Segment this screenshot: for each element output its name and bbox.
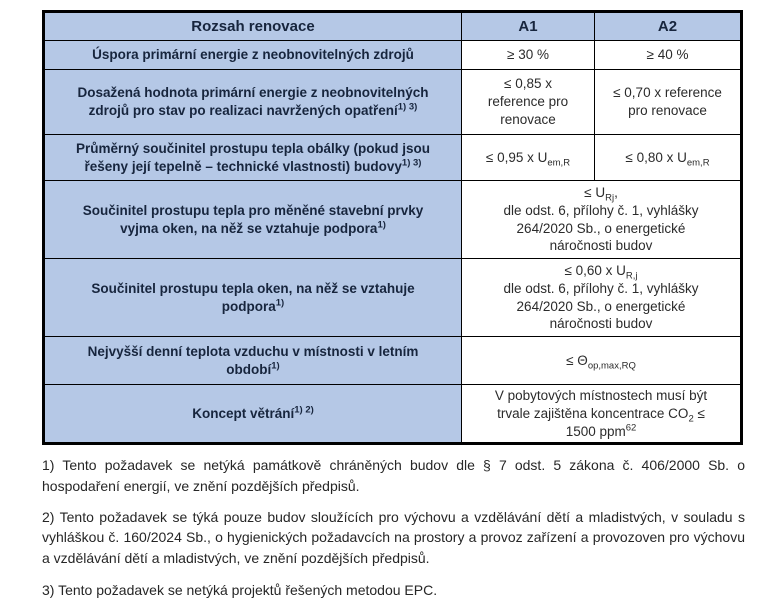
row-label — [44, 41, 462, 70]
footnote-ref: 1) — [271, 360, 280, 371]
formula-text: ≤ Θ — [566, 352, 588, 368]
footnote-ref: 1) 3) — [401, 157, 422, 168]
footnote-3: 3) Tento požadavek se netýká projektů řešených metodou EPC. — [42, 581, 438, 598]
formula-subscript: Rj — [605, 192, 615, 204]
row-label-text: Nejvyšší denní teplota vzduchu v místnosti v letním období — [87, 343, 419, 377]
row-label-text: Průměrný součinitel prostupu tepla obálky (pokud jsou řešeny její tepelně – technické vlastnosti) budovy — [75, 140, 431, 174]
table-header-row — [44, 12, 742, 41]
row-label-text: Součinitel prostupu tepla pro měněné stavební prvky vyjma oken, na něž se vztahuje podpora — [82, 202, 424, 236]
value-line: náročnosti budov — [549, 316, 653, 332]
row-label — [44, 135, 462, 181]
header-rozsah-renovace: Rozsah renovace — [44, 12, 462, 41]
merged-value-cell — [462, 181, 742, 259]
merged-value-cell — [462, 337, 742, 385]
row-label — [44, 181, 462, 259]
table-row-prumerny-soucinitel — [44, 135, 742, 181]
value-line: dle odst. 6, přílohy č. 1, vyhlášky — [503, 280, 699, 296]
footnote-ref: 1) 3) — [397, 101, 418, 113]
table-row-koncept-vetrani — [44, 385, 742, 444]
formula-subscript: em,R — [686, 157, 710, 169]
table-row-nejvyssi-teplota — [44, 337, 742, 385]
merged-value-cell — [462, 385, 742, 444]
value-text: 1500 ppm — [565, 423, 626, 439]
header-a1: A1 — [462, 12, 595, 41]
row-label-text: Součinitel prostupu tepla oken, na něž se vztahuje podpora — [91, 280, 415, 314]
footnote-ref: 1) — [377, 219, 386, 230]
value-a1: ≤ 0,85 x reference pro renovace — [462, 70, 595, 135]
formula-text: ≤ 0,80 x U — [625, 149, 687, 165]
header-a2: A2 — [595, 12, 742, 41]
row-label — [44, 70, 462, 135]
formula-text: ≤ 0,60 x U — [564, 262, 626, 278]
value-line — [474, 405, 728, 423]
value-line: 264/2020 Sb., o energetické — [516, 220, 686, 236]
row-label-text: Koncept větrání — [192, 405, 295, 421]
formula-text: ≤ 0,95 x U — [485, 149, 548, 165]
row-label — [44, 259, 462, 337]
reference-superscript: 62 — [625, 422, 637, 434]
footnote-2: 2) Tento požadavek se týká pouze budov sloužících pro výchovu a vzdělávání dětí a mladistvých, v souladu s vyhláškou č. 160/2024 Sb., o hygienických požadavcích na prostory a provoz zařízení a provozoven pro výchovu a vzdělávání dětí a mladistvých, ve znění pozdějších předpisů. — [42, 509, 745, 566]
formula-text: ≤ U — [584, 184, 606, 200]
row-label-text: Dosažená hodnota primární energie z neobnovitelných zdrojů pro stav po realizaci navržených opatření — [77, 85, 429, 118]
formula-punctuation: , — [614, 184, 618, 200]
formula-subscript: op,max,RQ — [587, 360, 636, 372]
value-line: 264/2020 Sb., o energetické — [516, 298, 686, 314]
row-label — [44, 385, 462, 444]
value-a1 — [462, 135, 595, 181]
merged-value-cell — [462, 259, 742, 337]
row-label — [44, 337, 462, 385]
footnote-ref: 1) — [275, 297, 285, 308]
table-row-soucinitel-prvky — [44, 181, 742, 259]
table-row-dosazena-hodnota — [44, 70, 742, 135]
value-line — [474, 423, 728, 441]
value-line: V pobytových místnostech musí být — [494, 388, 708, 403]
formula-line — [474, 352, 728, 370]
value-a1: ≥ 30 % — [462, 41, 595, 70]
formula-line — [474, 262, 728, 280]
footnote-1: 1) Tento požadavek se netýká památkově chráněných budov dle § 7 odst. 5 zákona č. 406/2000 Sb. o hospodaření energií, ve znění pozdějších předpisů. — [42, 457, 745, 494]
value-line: náročnosti budov — [549, 238, 653, 254]
value-text: trvale zajištěna koncentrace CO — [497, 405, 689, 421]
footnote-ref: 1) 2) — [294, 404, 314, 416]
co2-subscript: 2 — [688, 413, 694, 425]
formula-subscript: em,R — [547, 157, 571, 169]
row-label-text: Úspora primární energie z neobnovitelných zdrojů — [92, 47, 414, 63]
value-a2: ≥ 40 % — [595, 41, 742, 70]
table-row-soucinitel-oken — [44, 259, 742, 337]
value-text: ≤ — [693, 405, 705, 421]
formula-line — [474, 184, 728, 202]
value-line: dle odst. 6, přílohy č. 1, vyhlášky — [503, 202, 699, 218]
renovation-requirements-table — [42, 10, 743, 445]
table-row-uspora-energie — [44, 41, 742, 70]
value-a2: ≤ 0,70 x reference pro renovace — [595, 70, 742, 135]
value-a2 — [595, 135, 742, 181]
formula-subscript: R,j — [625, 270, 638, 282]
